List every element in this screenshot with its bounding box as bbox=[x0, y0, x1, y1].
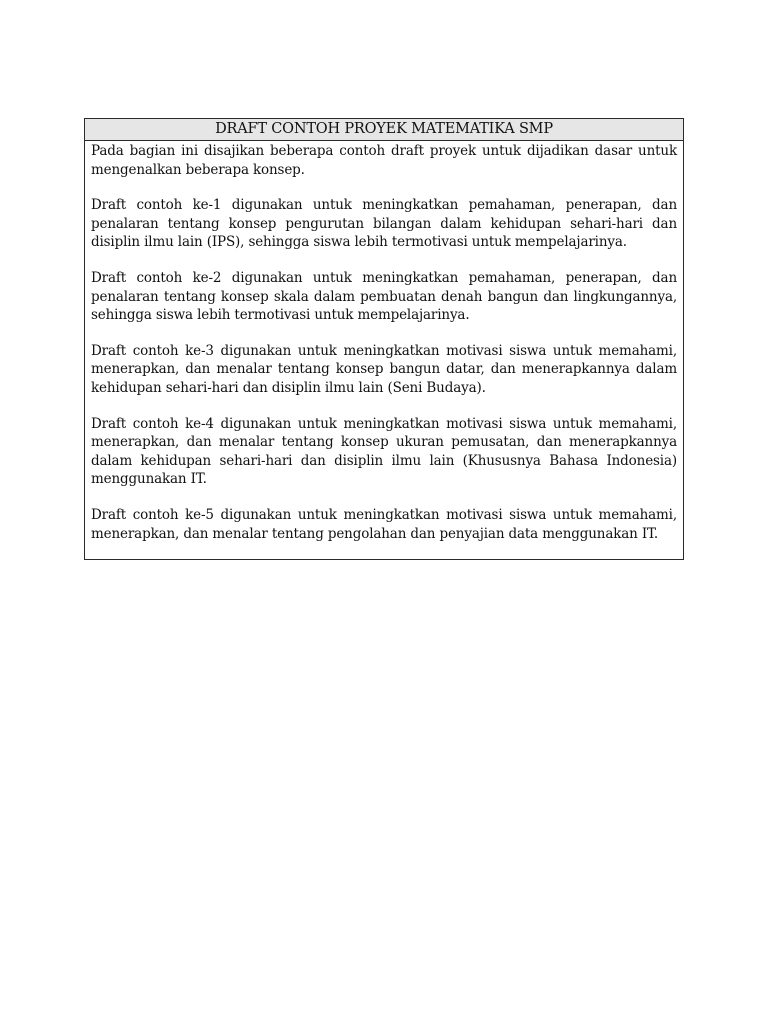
paragraph-draft-2: Draft contoh ke-2 digunakan untuk meningkatkan pemahaman, penerapan, dan penalaran tentang konsep skala dalam pembuatan denah bangun dan lingkungannya, sehingga siswa lebih termotivasi untuk mempelajarinya. bbox=[91, 269, 677, 324]
document-table bbox=[84, 118, 684, 560]
table-header bbox=[85, 119, 683, 141]
paragraph-draft-3: Draft contoh ke-3 digunakan untuk meningkatkan motivasi siswa untuk memahami, menerapkan, dan menalar tentang konsep bangun datar, dan menerapkannya dalam kehidupan sehari-hari dan disiplin ilmu lain (Seni Budaya). bbox=[91, 342, 677, 396]
table-body bbox=[85, 141, 683, 543]
paragraph-draft-1: Draft contoh ke-1 digunakan untuk meningkatkan pemahaman, penerapan, dan penalaran tentang konsep pengurutan bilangan dalam kehidupan sehari-hari dan disiplin ilmu lain (IPS), sehingga siswa lebih termotivasi untuk mempelajarinya. bbox=[91, 197, 677, 251]
paragraph-draft-4: Draft contoh ke-4 digunakan untuk meningkatkan motivasi siswa untuk memahami, menerapkan, dan menalar tentang konsep ukuran pemusatan, dan menerapkannya dalam kehidupan sehari-hari dan disiplin ilmu lain (Khususnya Bahasa Indonesia) menggunakan IT. bbox=[91, 415, 677, 488]
document-title: DRAFT CONTOH PROYEK MATEMATIKA SMP bbox=[215, 121, 553, 137]
paragraph-intro: Pada bagian ini disajikan beberapa contoh draft proyek untuk dijadikan dasar untuk mengenalkan beberapa konsep. bbox=[91, 143, 677, 178]
paragraph-draft-5: Draft contoh ke-5 digunakan untuk meningkatkan motivasi siswa untuk memahami, menerapkan, dan menalar tentang pengolahan dan penyajian data menggunakan IT. bbox=[91, 506, 677, 542]
